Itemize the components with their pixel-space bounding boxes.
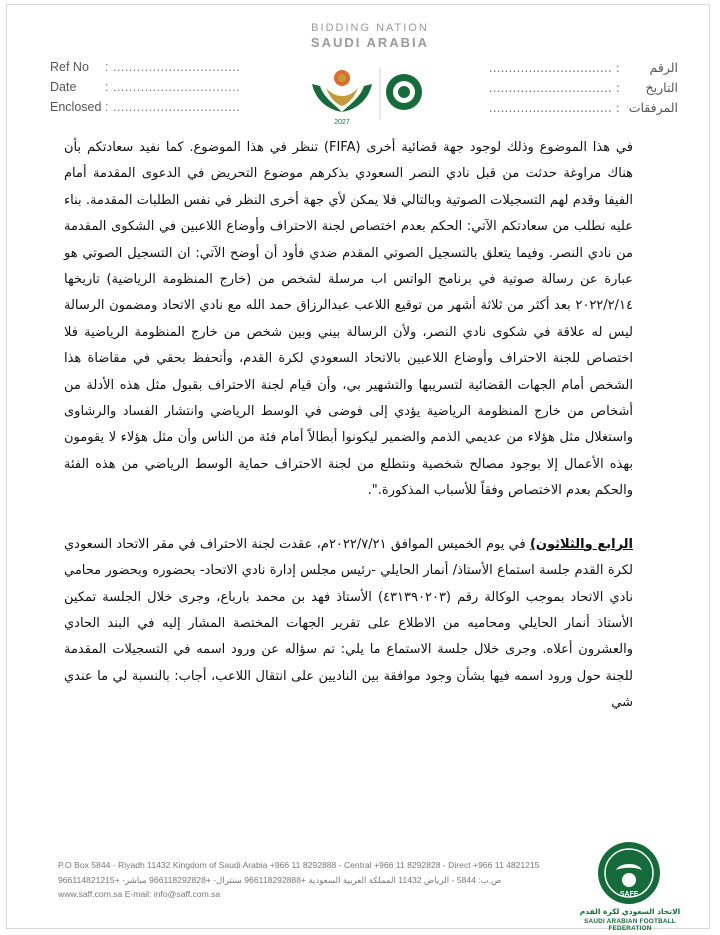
date-label: Date	[50, 80, 77, 94]
seal-text: SAFF	[619, 891, 639, 898]
bid-logo-year: 2027	[334, 119, 350, 126]
date-field-ar: : ...............................	[488, 80, 620, 95]
enclosed-label: Enclosed	[50, 100, 102, 114]
bidding-nation-title	[300, 22, 440, 50]
footer-address-en: P.O Box 5844 - Riyadh 11432 Kingdom of Saudi Arabia +966 11 8292888 - Central +966 11 8292828 - Direct +966 11 4821215	[58, 860, 540, 870]
enclosed-field-ar: : ...............................	[488, 100, 620, 115]
footer-web-email: www.saff.com.sa E-mail: info@saff.com.sa	[58, 889, 221, 899]
reference-fields-en	[50, 60, 240, 120]
date-row	[50, 80, 240, 100]
bidding-line2: SAUDI ARABIA	[310, 35, 430, 50]
reference-fields-ar	[489, 60, 678, 120]
footer-address-ar: ص.ب: 5844 - الرياض 11432 المملكة العربية السعودية +966118292888 سنترال- +966118292828 مباشر- +966114821215	[58, 874, 502, 885]
body-paragraph-2-text: في يوم الخميس الموافق ٢٠٢٢/٧/٢١م، عقدت لجنة الاحتراف في مقر الاتحاد السعودي لكرة القدم جلسة استماع الأستاذ/ أنمار الحايلي -رئيس مجلس إدارة نادي الاتحاد- بحضوره وبحضور محامي نادي الاتحاد بموجب الوكالة رقم (٤٣١٣٩٠٢٠٣) الأستاذ فهد بن محمد بارباع، وجرى خلال الجلسة تمكين الأستاذ أنمار الحايلي ومحاميه من الاطلاع على تقرير الجهات المختصة المشار إليه في البند الحادي والعشرون أعلاه. وجرى خلال جلسة الاستماع ما يلي: تم سؤاله عن ورود اسمه في التسجيلات المقدمة للجنة حول ورود اسمه فيها بشأن وجود موافقة بين الناديين على انتقال اللاعب، أجاب: بالنسبة لي ما عندي شي	[64, 536, 633, 711]
body-paragraph-2	[64, 532, 633, 717]
date-row-ar	[489, 80, 678, 100]
bid-2027-logo	[312, 70, 372, 126]
saff-seal-logo	[596, 840, 662, 906]
ref-no-row-ar	[489, 60, 678, 80]
enclosed-label-ar: المرفقات	[628, 100, 678, 115]
bidding-line1: BIDDING NATION	[311, 22, 429, 34]
bid-logos	[308, 58, 430, 130]
enclosed-field: : ................................	[105, 100, 241, 114]
ref-no-row	[50, 60, 240, 80]
date-field: : ................................	[105, 80, 241, 94]
date-label-ar: التاريخ	[645, 80, 678, 95]
federation-name-ar: الاتحاد السعودي لكرة القدم	[579, 907, 681, 916]
ref-no-field: : ................................	[105, 60, 241, 74]
enclosed-row-ar	[489, 100, 678, 120]
saff-logo-small	[386, 74, 422, 110]
ref-no-label-ar: الرقم	[649, 60, 678, 75]
enclosed-row	[50, 100, 240, 120]
ref-no-label: Ref No	[50, 60, 89, 74]
section-heading-34: الرابع والثلاثون)	[529, 536, 633, 552]
body-paragraph-1: في هذا الموضوع وذلك لوجود جهة قضائية أخرى (FIFA) تنظر في هذا الموضوع. كما نفيد سعادتكم بأن هناك مراوغة حدثت من قبل نادي النصر السعودي بذكرهم موضوع التحريض في الدعوى المقدمة أمام الفيفا وقدم لهم التسجيلات الصوتية وبالتالي فلا يمكن لأي جهة أخرى النظر في نفس الطلبات المقدمة. بناء عليه نطلب من سعادتكم الآتي: الحكم بعدم اختصاص لجنة الاحتراف وأوضاع اللاعبين في الشكوى المقدمة من نادي النصر. وفيما يتعلق بالتسجيل الصوتي المقدم ضدي فأود أن أوضح الآتي: ان التسجيل الصوتي هو عبارة عن رسالة صوتية في برنامج الواتس اب مرسلة لشخص من (خارج المنظومة الرياضية) تاريخها ٢٠٢٢/٢/١٤ بعد أكثر من ثلاثة أشهر من توقيع اللاعب عبدالرزاق حمد الله مع نادي الاتحاد ومضمون الرسالة ليس له علاقة في شكوى نادي النصر، ولأن الرسالة بيني وبين شخص من خارج المنظومة الرياضية فلا اختصاص للجنة الاحتراف وأوضاع اللاعبين بالاتحاد السعودي لكرة القدم، وأتحفظ بحقي في مقاضاة هذا الشخص أمام الجهات القضائية لتسريبها والتشهير بي، وأن قيام لجنة الاحتراف بقبول مثل هذه الأدلة من أشخاص من خارج المنظومة الرياضية يؤدي إلى فوضى في الوسط الرياضي وانتشار الفساد والرشاوى واستغلال مثل هؤلاء من عديمي الذمم والضمير ليكونوا أبطالاً أمام فئة من الناس وأن مثل هؤلاء لا يقومون بهذه الأعمال إلا بوجود مصالح شخصية ونتطلع من لجنة الاحتراف حماية الوسط الرياضي من هذه الفئة والحكم بعدم الاختصاص وفقاً للأسباب المذكورة.".	[64, 140, 633, 499]
footer-contact	[58, 858, 618, 902]
letter-body	[64, 135, 633, 717]
federation-name-en: SAUDI ARABIAN FOOTBALL FEDERATION	[584, 918, 676, 932]
ref-no-field-ar: : ...............................	[488, 60, 620, 75]
